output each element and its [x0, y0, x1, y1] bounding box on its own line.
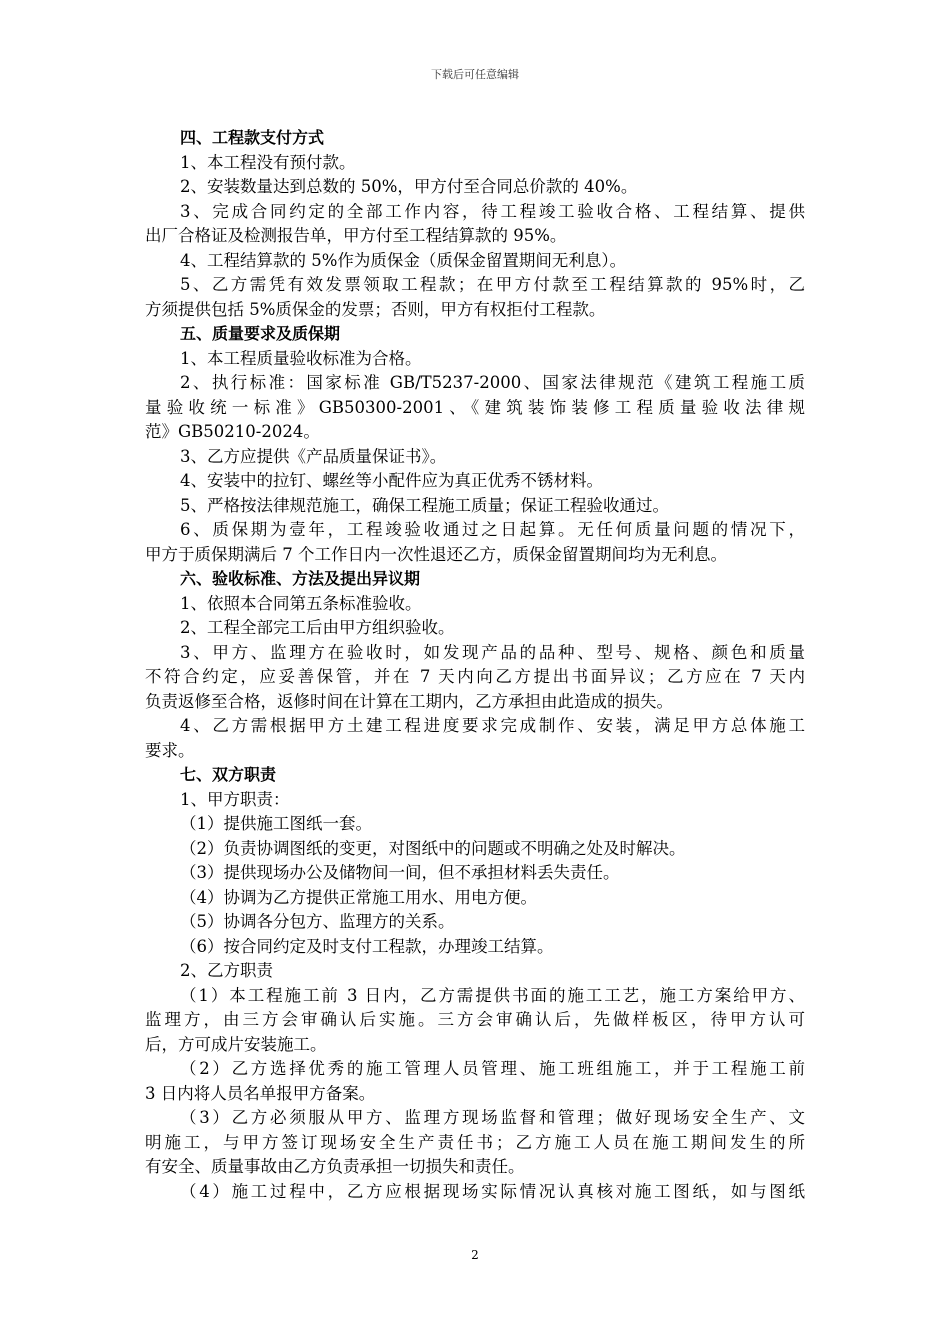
paragraph-line: 2、乙方职责 — [180, 961, 273, 980]
paragraph-line: （1）本工程施工前 3 日内，乙方需提供书面的施工工艺，施工方案给甲方、 — [180, 985, 805, 1005]
section-heading: 七、双方职责 — [180, 765, 277, 784]
paragraph-line: 6、质保期为壹年，工程竣验收通过之日起算。无任何质量问题的情况下， — [180, 520, 805, 539]
paragraph-line: 明施工，与甲方签订现场安全生产责任书；乙方施工人员在施工期间发生的所 — [145, 1132, 805, 1152]
paragraph-line: 出厂合格证及检测报告单，甲方付至工程结算款的 95%。 — [145, 226, 567, 245]
paragraph-line: （2）乙方选择优秀的施工管理人员管理、施工班组施工，并于工程施工前 — [180, 1059, 805, 1078]
paragraph-line: 负责返修至合格，返修时间在计算在工期内，乙方承担由此造成的损失。 — [145, 691, 673, 711]
paragraph-line: （4）协调为乙方提供正常施工用水、用电方便。 — [180, 887, 537, 907]
paragraph-line: （3）提供现场办公及储物间一间，但不承担材料丢失责任。 — [180, 863, 620, 882]
paragraph-line: 4、安装中的拉钉、螺丝等小配件应为真正优秀不锈材料。 — [180, 471, 603, 490]
paragraph-line: 3、乙方应提供《产品质量保证书》。 — [180, 446, 447, 466]
paragraph-line: 3 日内将人员名单报甲方备案。 — [145, 1083, 376, 1103]
paragraph-line: 要求。 — [145, 740, 195, 760]
document-body — [145, 126, 805, 1204]
paragraph-line: （4）施工过程中，乙方应根据现场实际情况认真核对施工图纸，如与图纸 — [180, 1181, 805, 1201]
paragraph-line: 2、执行标准：国家标准 GB/T5237-2000、国家法律规范《建筑工程施工质 — [180, 373, 805, 392]
paragraph-line: 有安全、质量事故由乙方负责承担一切损失和责任。 — [145, 1157, 525, 1176]
paragraph-line: 2、工程全部完工后由甲方组织验收。 — [180, 618, 455, 637]
paragraph-line: 5、乙方需凭有效发票领取工程款；在甲方付款至工程结算款的 95%时，乙 — [180, 275, 805, 294]
paragraph-line: （3）乙方必须服从甲方、监理方现场监督和管理；做好现场安全生产、文 — [180, 1108, 805, 1127]
paragraph-line: 4、工程结算款的 5%作为质保金（质保金留置期间无利息）。 — [180, 250, 627, 270]
paragraph-line: 3、甲方、监理方在验收时，如发现产品的品种、型号、规格、颜色和质量 — [180, 642, 805, 662]
paragraph-line: 2、安装数量达到总数的 50%，甲方付至合同总价款的 40%。 — [180, 177, 638, 196]
paragraph-line: 监理方，由三方会审确认后实施。三方会审确认后，先做样板区，待甲方认可 — [145, 1010, 805, 1029]
paragraph-line: 1、甲方职责： — [180, 789, 290, 809]
paragraph-line: 范》GB50210-2024。 — [145, 422, 320, 441]
paragraph-line: 甲方于质保期满后 7 个工作日内一次性退还乙方，质保金留置期间均为无利息。 — [145, 544, 727, 564]
paragraph-line: （1）提供施工图纸一套。 — [180, 814, 372, 833]
header-note: 下载后可任意编辑 — [431, 68, 519, 81]
paragraph-line: 3、完成合同约定的全部工作内容，待工程竣工验收合格、工程结算、提供 — [180, 201, 805, 221]
paragraph-line: 1、本工程质量验收标准为合格。 — [180, 348, 422, 368]
paragraph-line: 1、本工程没有预付款。 — [180, 152, 356, 172]
section-heading: 四、工程款支付方式 — [180, 128, 325, 147]
paragraph-line: （2）负责协调图纸的变更，对图纸中的问题或不明确之处及时解决。 — [180, 838, 686, 858]
paragraph-line: 后，方可成片安装施工。 — [145, 1034, 327, 1054]
paragraph-line: 量验收统一标准》GB50300-2001、《建筑装饰装修工程质量验收法律规 — [145, 397, 805, 417]
paragraph-line: （5）协调各分包方、监理方的关系。 — [180, 912, 455, 931]
section-heading: 五、质量要求及质保期 — [180, 324, 341, 343]
paragraph-line: 不符合约定，应妥善保管，并在 7 天内向乙方提出书面异议；乙方应在 7 天内 — [145, 667, 805, 686]
paragraph-line: 方须提供包括 5%质保金的发票；否则，甲方有权拒付工程款。 — [145, 299, 606, 319]
paragraph-line: 5、严格按法律规范施工，确保工程施工质量；保证工程验收通过。 — [180, 495, 669, 515]
paragraph-line: 4、乙方需根据甲方土建工程进度要求完成制作、安装，满足甲方总体施工 — [180, 716, 805, 735]
paragraph-line: （6）按合同约定及时支付工程款，办理竣工结算。 — [180, 936, 554, 956]
paragraph-line: 1、依照本合同第五条标准验收。 — [180, 593, 422, 613]
page-number: 2 — [471, 1248, 479, 1262]
section-heading: 六、验收标准、方法及提出异议期 — [180, 569, 421, 588]
